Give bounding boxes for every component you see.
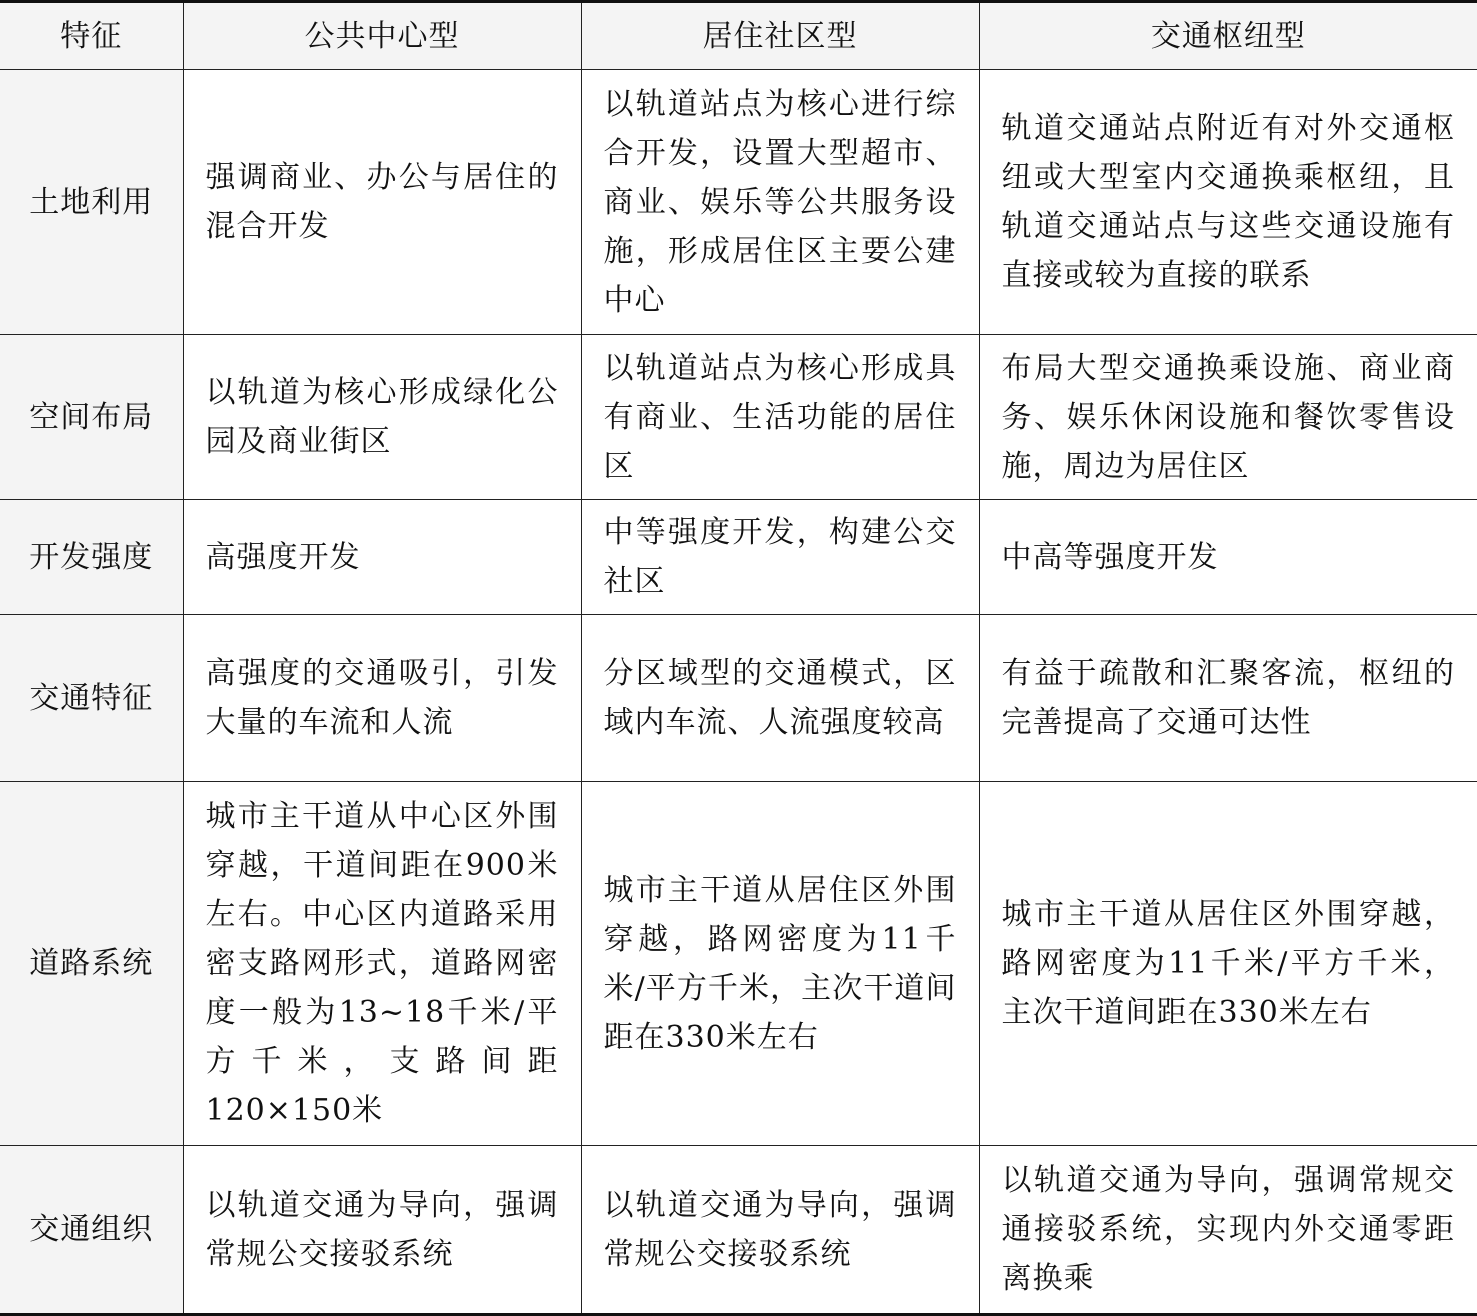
public-center-cell: 强调商业、办公与居住的混合开发 <box>183 70 581 335</box>
feature-cell: 土地利用 <box>0 70 183 335</box>
table-row <box>0 335 1477 500</box>
residential-cell: 以轨道站点为核心形成具有商业、生活功能的居住区 <box>581 335 979 500</box>
feature-cell: 交通组织 <box>0 1146 183 1315</box>
feature-cell: 交通特征 <box>0 615 183 782</box>
feature-cell: 道路系统 <box>0 782 183 1146</box>
residential-cell: 以轨道交通为导向，强调常规公交接驳系统 <box>581 1146 979 1315</box>
table-row <box>0 70 1477 335</box>
header-transport-hub: 交通枢纽型 <box>979 2 1477 70</box>
transport-hub-cell: 有益于疏散和汇聚客流，枢纽的完善提高了交通可达性 <box>979 615 1477 782</box>
public-center-cell: 城市主干道从中心区外围穿越，干道间距在900米左右。中心区内道路采用密支路网形式，道路网密度一般为13~18千米/平方千米，支路间距120×150米 <box>183 782 581 1146</box>
public-center-cell: 以轨道为核心形成绿化公园及商业街区 <box>183 335 581 500</box>
header-feature: 特征 <box>0 2 183 70</box>
feature-cell: 空间布局 <box>0 335 183 500</box>
transport-hub-cell: 中高等强度开发 <box>979 500 1477 615</box>
table-row <box>0 1146 1477 1315</box>
residential-cell: 城市主干道从居住区外围穿越，路网密度为11千米/平方千米，主次干道间距在330米左右 <box>581 782 979 1146</box>
transport-hub-cell: 布局大型交通换乘设施、商业商务、娱乐休闲设施和餐饮零售设施，周边为居住区 <box>979 335 1477 500</box>
transport-hub-cell: 轨道交通站点附近有对外交通枢纽或大型室内交通换乘枢纽，且轨道交通站点与这些交通设施有直接或较为直接的联系 <box>979 70 1477 335</box>
public-center-cell: 高强度的交通吸引，引发大量的车流和人流 <box>183 615 581 782</box>
feature-cell: 开发强度 <box>0 500 183 615</box>
transport-hub-cell: 以轨道交通为导向，强调常规交通接驳系统，实现内外交通零距离换乘 <box>979 1146 1477 1315</box>
table-row <box>0 500 1477 615</box>
public-center-cell: 以轨道交通为导向，强调常规公交接驳系统 <box>183 1146 581 1315</box>
public-center-cell: 高强度开发 <box>183 500 581 615</box>
table-row <box>0 615 1477 782</box>
residential-cell: 分区域型的交通模式，区域内车流、人流强度较高 <box>581 615 979 782</box>
header-public-center: 公共中心型 <box>183 2 581 70</box>
residential-cell: 中等强度开发，构建公交社区 <box>581 500 979 615</box>
header-row <box>0 2 1477 70</box>
residential-cell: 以轨道站点为核心进行综合开发，设置大型超市、商业、娱乐等公共服务设施，形成居住区主要公建中心 <box>581 70 979 335</box>
header-residential: 居住社区型 <box>581 2 979 70</box>
transport-hub-cell: 城市主干道从居住区外围穿越，路网密度为11千米/平方千米，主次干道间距在330米左右 <box>979 782 1477 1146</box>
table-row <box>0 782 1477 1146</box>
